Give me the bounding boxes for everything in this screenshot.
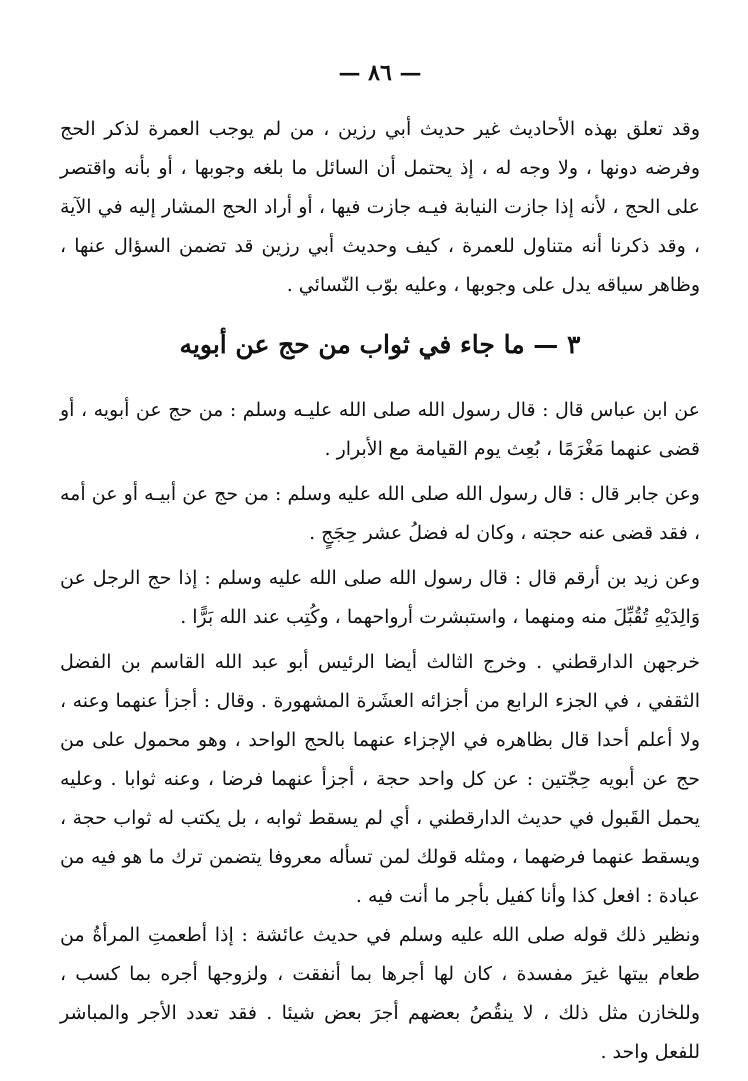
document-page [60, 60, 700, 1072]
section-heading: ٣ — ما جاء في ثواب من حج عن أبويه [179, 330, 581, 359]
intro-paragraph: وقد تعلق بهذه الأحاديث غير حديث أبي رزين ، من لم يوجب العمرة لذكر الحج وفرضه دونها ، ولا وجه له ، إذ يحتمل أن السائل ما بلغه وجوبها ، أو بأنه واقتصر على الحج ، لأنه إذا جازت النيابة فيـه جازت فيها ، أو أراد الحج المشار إليه في الآية ، وقد ذكرنا أنه متناول للعمرة ، كيف وحديث أبي رزين قد تضمن السؤال عنها ، وظاهر سياقه يدل على وجوبها ، وعليه بوّب النّسائي . [60, 118, 700, 296]
page-number: — ٨٦ — [338, 60, 422, 86]
hadith-paragraph-1: عن ابن عباس قال : قال رسول الله صلى الله عليـه وسلم : من حج عن أبويه ، أو قضى عنهما مَغْرَمًا ، بُعِث يوم القيامة مع الأبرار . [60, 399, 700, 460]
hadith-paragraph-3: وعن زيد بن أرقم قال : قال رسول الله صلى الله عليه وسلم : إذا حج الرجل عن وَالِدَيْهِ تُقُبِّلَ منه ومنهما ، واستبشرت أرواحهما ، وكُتِب عند الله بَرًّا . [60, 567, 700, 628]
hadith-paragraph-2: وعن جابر قال : قال رسول الله صلى الله عليه وسلم : من حج عن أبيـه أو عن أمه ، فقد قضى عنه حجته ، وكان له فضلُ عشر حِجَجٍ . [60, 483, 700, 544]
commentary-paragraph-1: خرجهن الدارقطني . وخرج الثالث أيضا الرئيس أبو عبد الله القاسم بن الفضل الثقفي ، في الجزء الرابع من أجزائه العشَرة المشهورة . وقال : أجزأ عنهما وعنه ، ولا أعلم أحدا قال بظاهره في الإجزاء عنهما بالحج الواحد ، وهو محمول على من حج عن أبويه حِجّتين : عن كل واحد حجة ، أجزأ عنهما فرضا ، وعنه ثوابا . وعليه يحمل القَبول في حديث الدارقطني ، أي لم يسقط ثوابه ، بل يكتب له ثواب حجة ، ويسقط عنهما فرضهما ، ومثله قولك لمن تسأله معروفا يتضمن ترك ما هو فيه من عبادة : افعل كذا وأنا كفيل بأجر ما أنت فيه . [60, 651, 700, 907]
commentary-paragraph-2: ونظير ذلك قوله صلى الله عليه وسلم في حديث عائشة : إذا أطعمتِ المرأةُ من طعام بيتها غيرَ مفسدة ، كان لها أجرها بما أنفقت ، ولزوجها أجره بما كسب ، وللخازن مثل ذلك ، لا ينقُصُ بعضهم أجرَ بعض شيئا . فقد تعدد الأجر والمباشر للفعل واحد . [60, 924, 700, 1063]
